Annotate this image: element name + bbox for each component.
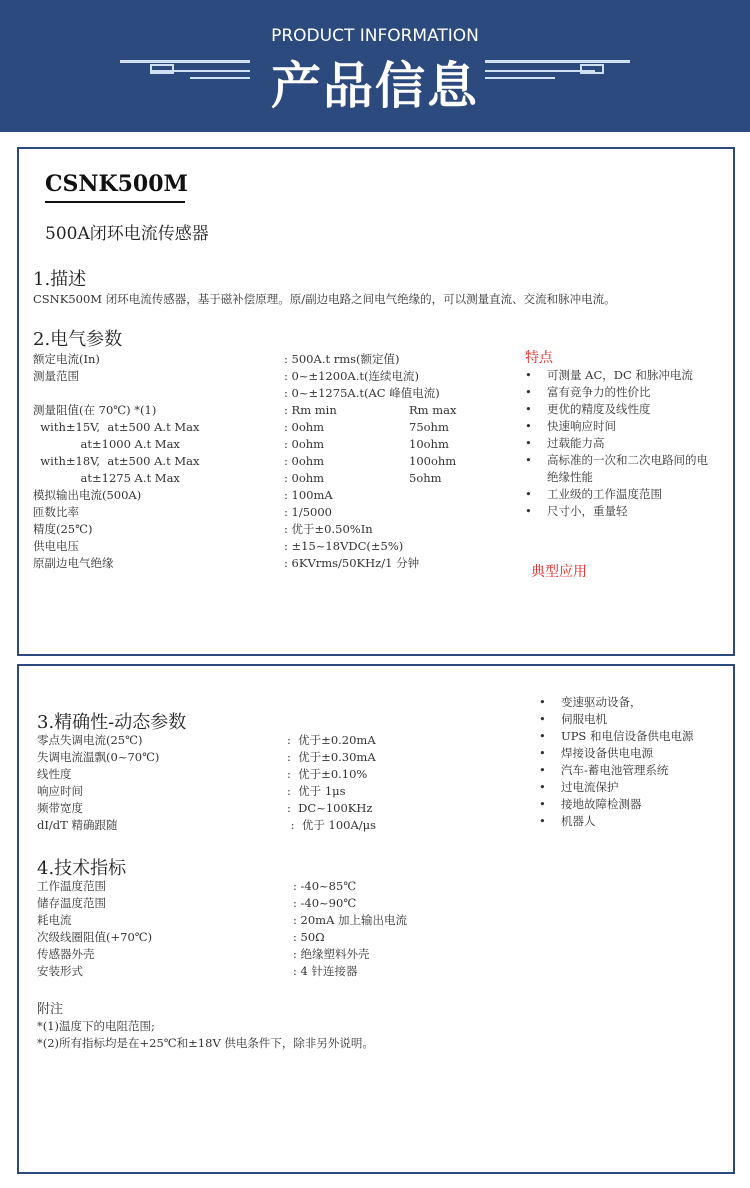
- header-banner: [0, 0, 750, 132]
- spec-label: dI/dT 精确跟随: [37, 818, 118, 832]
- spec-value: : 20mA 加上输出电流: [293, 913, 408, 927]
- note-item: *(2)所有指标均是在+25℃和±18V 供电条件下，除非另外说明。: [37, 1036, 374, 1050]
- spec-label: 精度(25℃): [33, 522, 93, 536]
- application-item: [539, 796, 729, 813]
- spec-label: 频带宽度: [37, 801, 83, 815]
- feature-item: [525, 384, 725, 401]
- spec-label: 原副边电气绝缘: [33, 556, 114, 570]
- spec-value: : 4 针连接器: [293, 964, 358, 978]
- feature-text: 快速响应时间: [547, 419, 616, 433]
- application-text: 接地故障检测器: [561, 797, 642, 811]
- bullet-icon: •: [525, 368, 532, 382]
- spec-panel-1: [17, 147, 735, 656]
- section3-heading: 3.精确性-动态参数: [37, 712, 187, 733]
- feature-text: 绝缘性能: [547, 470, 593, 484]
- feature-item: [525, 367, 725, 384]
- spec-value: : 500A.t rms(额定值): [284, 352, 400, 366]
- bullet-icon: •: [539, 729, 546, 743]
- bullet-icon: •: [525, 504, 532, 518]
- bullet-icon: •: [525, 436, 532, 450]
- spec-label: 耗电流: [37, 913, 72, 927]
- banner-title-en: PRODUCT INFORMATION: [271, 26, 479, 46]
- bullet-icon: •: [539, 695, 546, 709]
- feature-text: 高标准的一次和二次电路间的电: [547, 453, 708, 467]
- feature-text: 富有竞争力的性价比: [547, 385, 651, 399]
- spec-label: 测量阻值(在 70℃) *(1): [33, 403, 157, 417]
- features-title: 特点: [525, 350, 553, 366]
- spec-label: 测量范围: [33, 369, 79, 383]
- spec-label: with±15V, at±500 A.t Max: [33, 420, 200, 434]
- spec-label: 零点失调电流(25℃): [37, 733, 143, 747]
- applications-title: 典型应用: [531, 564, 587, 580]
- bullet-icon: •: [525, 385, 532, 399]
- product-subtitle: 500A闭环电流传感器: [45, 224, 209, 244]
- feature-text: 尺寸小，重量轻: [547, 504, 628, 518]
- spec-value: : 100mA: [284, 488, 333, 502]
- application-text: 伺服电机: [561, 712, 607, 726]
- spec-label: 安装形式: [37, 964, 83, 978]
- application-text: 焊接设备供电电源: [561, 746, 653, 760]
- spec-value: : 优于±0.10%: [287, 767, 368, 781]
- spec-value-max: 75ohm: [409, 420, 449, 434]
- spec-label: 模拟输出电流(500A): [33, 488, 142, 502]
- application-item: [539, 813, 729, 830]
- feature-item: [525, 435, 725, 452]
- spec-label: 匝数比率: [33, 505, 79, 519]
- feature-item: [525, 469, 725, 486]
- spec-label: 传感器外壳: [37, 947, 95, 961]
- spec-value-max: 10ohm: [409, 437, 449, 451]
- spec-value-max: 100ohm: [409, 454, 457, 468]
- spec-panel-2: [17, 664, 735, 1174]
- application-text: 变速驱动设备，: [561, 695, 642, 709]
- section2-heading: 2.电气参数: [33, 329, 123, 350]
- spec-value: : ±15~18VDC(±5%): [284, 539, 404, 553]
- spec-label: at±1000 A.t Max: [33, 437, 180, 451]
- application-text: 过电流保护: [561, 780, 619, 794]
- bullet-icon: •: [539, 814, 546, 828]
- application-text: UPS 和电信设备供电电源: [561, 729, 694, 743]
- application-item: [539, 711, 729, 728]
- spec-value: : 0ohm: [284, 437, 325, 451]
- spec-value: : 0~±1275A.t(AC 峰值电流): [284, 386, 440, 400]
- application-item: [539, 762, 729, 779]
- spec-value: : Rm min: [284, 403, 337, 417]
- bullet-icon: •: [525, 453, 532, 467]
- bullet-icon: •: [539, 780, 546, 794]
- spec-value-max: 5ohm: [409, 471, 442, 485]
- spec-value: : -40~85℃: [293, 879, 357, 893]
- feature-text: 更优的精度及线性度: [547, 402, 651, 416]
- spec-label: 响应时间: [37, 784, 83, 798]
- feature-item: [525, 452, 725, 469]
- bullet-icon: •: [539, 763, 546, 777]
- spec-value: : 0ohm: [284, 420, 325, 434]
- spec-value: : 优于 100A/μs: [287, 818, 377, 832]
- bullet-icon: •: [525, 487, 532, 501]
- spec-label: at±1275 A.t Max: [33, 471, 180, 485]
- spec-value: : 优于±0.50%In: [284, 522, 373, 536]
- spec-value: : 1/5000: [284, 505, 332, 519]
- notes-title: 附注: [37, 1002, 64, 1017]
- application-text: 汽车-蓄电池管理系统: [561, 763, 669, 777]
- spec-label: 次级线圈阻值(+70℃): [37, 930, 153, 944]
- spec-value: : 6KVrms/50KHz/1 分钟: [284, 556, 420, 570]
- feature-text: 可测量 AC，DC 和脉冲电流: [547, 368, 693, 382]
- model-underline: [45, 201, 185, 203]
- feature-text: 工业级的工作温度范围: [547, 487, 662, 501]
- bullet-icon: •: [539, 746, 546, 760]
- spec-label: 失调电流温飘(0~70℃): [37, 750, 160, 764]
- spec-label: with±18V, at±500 A.t Max: [33, 454, 200, 468]
- feature-item: [525, 401, 725, 418]
- product-model: CSNK500M: [45, 171, 188, 197]
- bullet-icon: •: [525, 419, 532, 433]
- spec-value: : -40~90℃: [293, 896, 357, 910]
- section1-heading: 1.描述: [33, 269, 87, 290]
- spec-value: : 优于±0.30mA: [287, 750, 376, 764]
- spec-value: : 优于±0.20mA: [287, 733, 376, 747]
- bullet-icon: •: [525, 402, 532, 416]
- bullet-icon: •: [539, 797, 546, 811]
- spec-value: : 绝缘塑料外壳: [293, 947, 370, 961]
- application-item: [539, 779, 729, 796]
- application-text: 机器人: [561, 814, 596, 828]
- feature-text: 过载能力高: [547, 436, 605, 450]
- application-item: [539, 745, 729, 762]
- spec-value: : 0ohm: [284, 471, 325, 485]
- bullet-icon: •: [539, 712, 546, 726]
- section4-heading: 4.技术指标: [37, 858, 127, 879]
- spec-label: 供电电压: [33, 539, 79, 553]
- spec-value: : 优于 1μs: [287, 784, 346, 798]
- spec-label: 额定电流(In): [33, 352, 100, 366]
- feature-item: [525, 486, 725, 503]
- spec-value: : 0~±1200A.t(连续电流): [284, 369, 419, 383]
- note-item: *(1)温度下的电阻范围;: [37, 1019, 155, 1033]
- application-item: [539, 728, 729, 745]
- feature-item: [525, 503, 725, 520]
- spec-value-max: Rm max: [409, 403, 457, 417]
- spec-value: : DC~100KHz: [287, 801, 373, 815]
- spec-label: 工作温度范围: [37, 879, 106, 893]
- banner-title-cn: 产品信息: [271, 57, 479, 115]
- section1-text: CSNK500M 闭环电流传感器，基于磁补偿原理。原/副边电路之间电气绝缘的，可以测量直流、交流和脉冲电流。: [33, 292, 616, 306]
- feature-item: [525, 418, 725, 435]
- spec-value: : 50Ω: [293, 930, 325, 944]
- spec-value: : 0ohm: [284, 454, 325, 468]
- spec-label: 储存温度范围: [37, 896, 106, 910]
- application-item: [539, 694, 729, 711]
- spec-label: 线性度: [37, 767, 72, 781]
